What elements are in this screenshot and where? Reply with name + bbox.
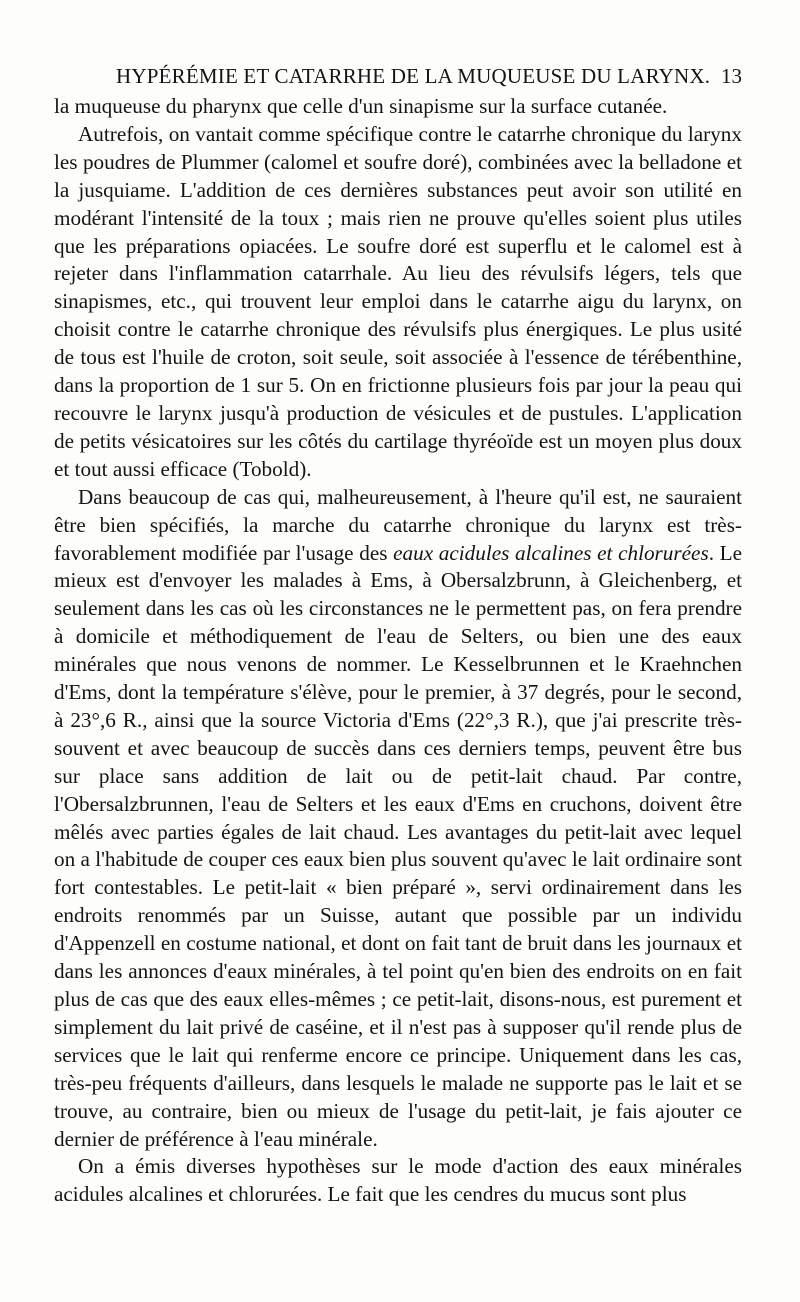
running-title: HYPÉRÉMIE ET CATARRHE DE LA MUQUEUSE DU LARYNX. — [116, 64, 711, 88]
page-number: 13 — [721, 64, 742, 88]
paragraph-plummer-powders: Autrefois, on vantait comme spécifique contre le catarrhe chronique du larynx les poudres de Plummer (calomel et soufre doré), combinées avec la belladone et la jusquiame. L'addition de ces dernières substances peut avoir son utilité en modérant l'intensité de la toux ; mais rien ne prouve qu'elles soient plus utiles que les préparations opiacées. Le soufre doré est superflu et le calomel est à rejeter dans l'inflammation catarrhale. Au lieu des révulsifs légers, tels que sinapismes, etc., qui trouvent leur emploi dans le catarrhe aigu du larynx, on choisit contre le catarrhe chronique des révulsifs plus énergiques. Le plus usité de tous est l'huile de croton, soit seule, soit associée à l'essence de térébenthine, dans la proportion de 1 sur 5. On en frictionne plusieurs fois par jour la peau qui recouvre le larynx jusqu'à production de vésicules et de pustules. L'application de petits vésicatoires sur les côtés du cartilage thyréoïde est un moyen plus doux et tout aussi efficace (Tobold). — [54, 121, 742, 481]
paragraph-continuation: la muqueuse du pharynx que celle d'un sinapisme sur la surface cutanée. — [54, 94, 668, 118]
emphasis-mineral-waters: eaux acidules alcalines et chlorurées — [393, 540, 709, 565]
paragraph-text: Dans beaucoup de cas qui, malheureusement, à l'heure qu'il est, ne sauraient être bien spécifiés, la marche du catarrhe chronique du larynx est très-favorablement modifiée par l'usage des — [54, 484, 742, 565]
paragraph-text: . Le mieux est d'envoyer les malades à Ems, à Obersalzbrunn, à Gleichenberg, et seulement dans les cas où les circonstances ne le permettent pas, on fera prendre à domicile et méthodiquement de l'eau de Selters, ou bien une des eaux minérales que nous venons de nommer. Le Kesselbrunnen et le Kraehnchen d'Ems, dont la température s'élève, pour le premier, à 37 degrés, pour le second, à 23°,6 R., ainsi que la source Victoria d'Ems (22°,3 R.), que j'ai prescrite très-souvent et avec beaucoup de succès dans ces derniers temps, peuvent être bus sur place sans addition de lait ou de petit-lait chaud. Par contre, l'Obersalzbrunnen, l'eau de Selters et les eaux d'Ems en cruchons, doivent être mêlés avec parties égales de lait chaud. Les avantages du petit-lait avec lequel on a l'habitude de couper ces eaux bien plus souvent qu'avec le lait ordinaire sont fort contestables. Le petit-lait « bien préparé », servi ordinairement dans les endroits renommés par un Suisse, autant que possible par un individu d'Appenzell en costume national, et dont on fait tant de bruit dans les journaux et dans les annonces d'eaux minérales, à tel point qu'en bien des endroits on en fait plus de cas que des eaux elles-mêmes ; ce petit-lait, disons-nous, est purement et simplement du lait privé de caséine, et il n'est pas à supposer qu'il rende plus de services que le lait qui renferme encore ce principe. Uniquement dans les cas, très-peu fréquents d'ailleurs, dans lesquels le malade ne supporte pas le lait et se trouve, au contraire, bien ou mieux de l'usage du petit-lait, je fais ajouter ce dernier de préférence à l'eau minérale. — [54, 540, 742, 1151]
body-text — [54, 93, 742, 1209]
paragraph-hypotheses: On a émis diverses hypothèses sur le mode d'action des eaux minérales acidules alcalines et chlorurées. Le fait que les cendres du mucus sont plus — [54, 1154, 742, 1207]
paragraph-mineral-waters — [54, 484, 742, 1154]
running-head — [54, 64, 742, 88]
